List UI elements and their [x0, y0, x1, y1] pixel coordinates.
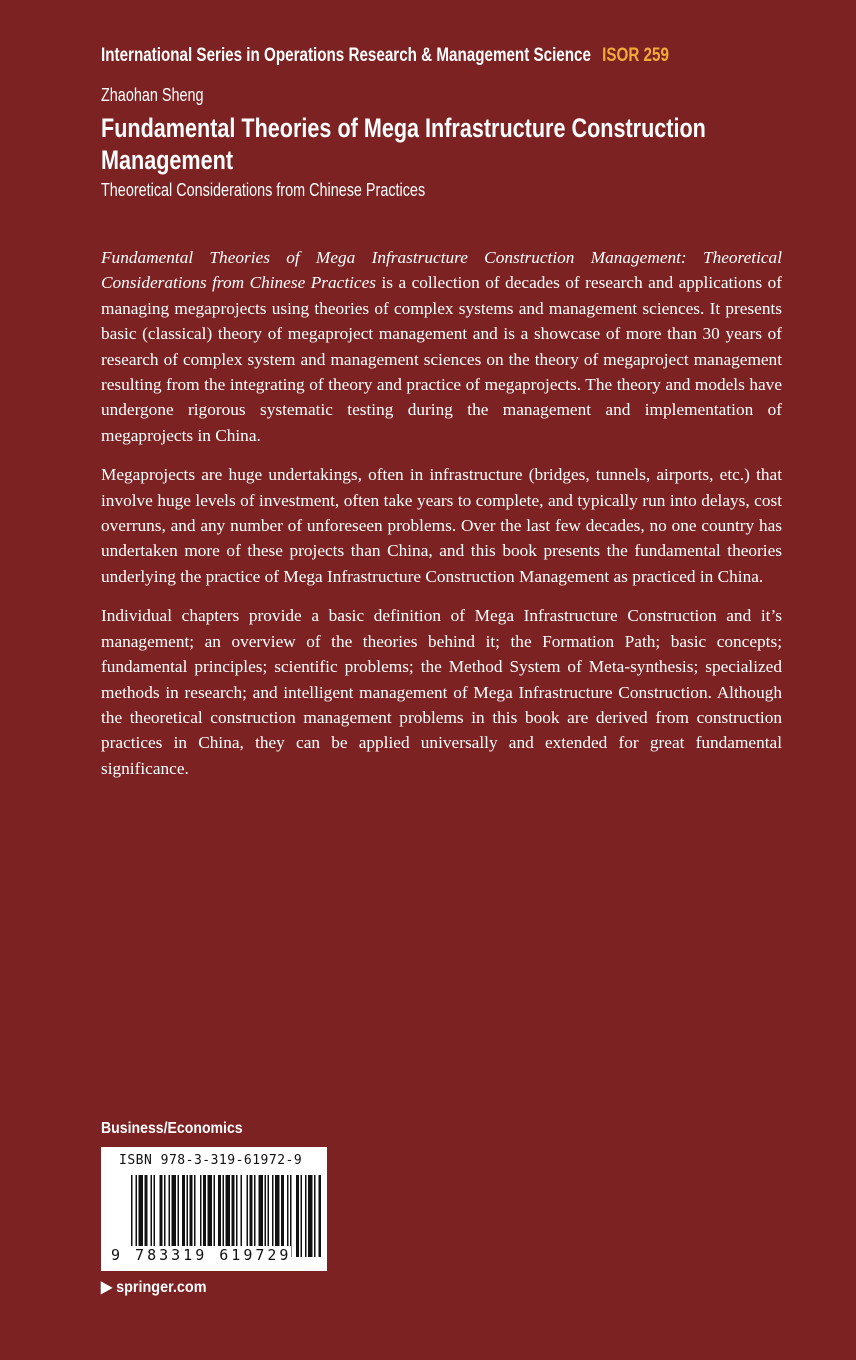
barcode-bar — [169, 1175, 171, 1257]
barcode-bar — [200, 1175, 202, 1257]
barcode-bar — [151, 1175, 153, 1257]
barcode-bar — [247, 1175, 249, 1257]
barcode-bar — [154, 1175, 156, 1257]
barcode-bar — [172, 1175, 177, 1257]
paragraph-2: Megaprojects are huge undertakings, often in infrastructure (bridges, tunnels, airports, etc.) that involve huge levels of investment, often take years to complete, and typically run into delays, cost overruns, and any number of unforeseen problems. Over the last few decades, no one country has undertaken more of these projects than China, and this book presents the fundamental theories underlying the practice of Mega Infrastructure Construction Management as practiced in China. — [101, 465, 782, 586]
book-title — [101, 112, 706, 176]
barcode-bar — [281, 1175, 284, 1257]
website-text: springer.com — [116, 1279, 207, 1296]
blurb — [101, 245, 782, 795]
paragraph-1 — [101, 245, 782, 448]
barcode-bar — [223, 1175, 225, 1257]
author: Zhaohan Sheng — [101, 85, 204, 105]
barcode-bar — [287, 1175, 289, 1257]
series-title — [101, 45, 669, 67]
barcode-bar — [218, 1175, 221, 1257]
barcode-bar — [236, 1175, 238, 1257]
isbn-label: ISBN 978-3-319-61972-9 — [119, 1153, 303, 1168]
barcode-bar — [301, 1175, 303, 1257]
series-name: International Series in Operations Research & Management Science — [101, 45, 591, 66]
barcode-bar — [232, 1175, 235, 1257]
barcode-bar — [136, 1175, 138, 1257]
paragraph-1-text: is a collection of decades of research and applications of managing megaprojects using theories of complex systems and management sciences. It presents basic (classical) theory of megaproject management and is a showcase of more than 30 years of research of complex system and management sciences on the theory of megaproject management resulting from the integrating of theory and practice of megaprojects. The theory and models have undergone rigorous systematic testing during the management and implementation of megaprojects in China. — [101, 273, 782, 445]
website-link[interactable] — [101, 1277, 207, 1297]
barcode-bar — [194, 1175, 196, 1257]
barcode-bar — [268, 1175, 270, 1257]
barcode-bar — [187, 1175, 189, 1257]
barcode-bar — [131, 1175, 133, 1257]
series-number: ISOR 259 — [602, 45, 669, 66]
barcode-bar — [250, 1175, 253, 1257]
barcode-bar — [254, 1175, 256, 1257]
barcode-bar — [259, 1175, 264, 1257]
barcode-bar — [160, 1175, 163, 1257]
barcode-bar — [178, 1175, 180, 1257]
barcode-bar — [275, 1175, 280, 1257]
paragraph-1-italic: Fundamental Theories of Mega Infrastructure Construction Management: Theoretical Considerations from Chinese Practices — [101, 248, 782, 293]
barcode-bar — [203, 1175, 206, 1257]
barcode-bar — [139, 1175, 144, 1257]
barcode-bar — [214, 1175, 216, 1257]
barcode-bar — [190, 1175, 193, 1257]
title-line-2: Management — [101, 145, 234, 175]
barcode-bar — [208, 1175, 213, 1257]
ean-digits-text: 9 783319 619729 — [111, 1246, 292, 1264]
barcode-bar — [296, 1175, 299, 1257]
subtitle: Theoretical Considerations from Chinese Practices — [101, 180, 426, 200]
barcode-bars — [131, 1175, 321, 1257]
barcode-bar — [319, 1175, 322, 1257]
title-line-1: Fundamental Theories of Mega Infrastructure Construction — [101, 113, 706, 143]
arrow-right-icon: ▶ — [101, 1279, 117, 1296]
barcode-bar — [290, 1175, 292, 1257]
barcode-bar — [308, 1175, 313, 1257]
barcode-bar — [265, 1175, 267, 1257]
barcode-bar — [145, 1175, 148, 1257]
barcode-bar — [241, 1175, 243, 1257]
ean-digits — [111, 1246, 291, 1264]
barcode-bar — [305, 1175, 307, 1257]
category-label: Business/Economics — [101, 1120, 243, 1137]
paragraph-3: Individual chapters provide a basic definition of Mega Infrastructure Construction and it’s management; an overview of the theories behind it; the Formation Path; basic concepts; fundamental principles; scientific problems; the Method System of Meta-synthesis; specialized methods in research; and intelligent management of Mega Infrastructure Construction. Although the theoretical construction management problems in this book are derived from construction practices in China, they can be applied universally and extended for great fundamental significance. — [101, 606, 782, 778]
barcode-bar — [182, 1175, 185, 1257]
barcode-bar — [226, 1175, 231, 1257]
barcode-bar — [314, 1175, 316, 1257]
barcode — [101, 1147, 327, 1271]
barcode-bar — [164, 1175, 166, 1257]
barcode-bar — [272, 1175, 274, 1257]
